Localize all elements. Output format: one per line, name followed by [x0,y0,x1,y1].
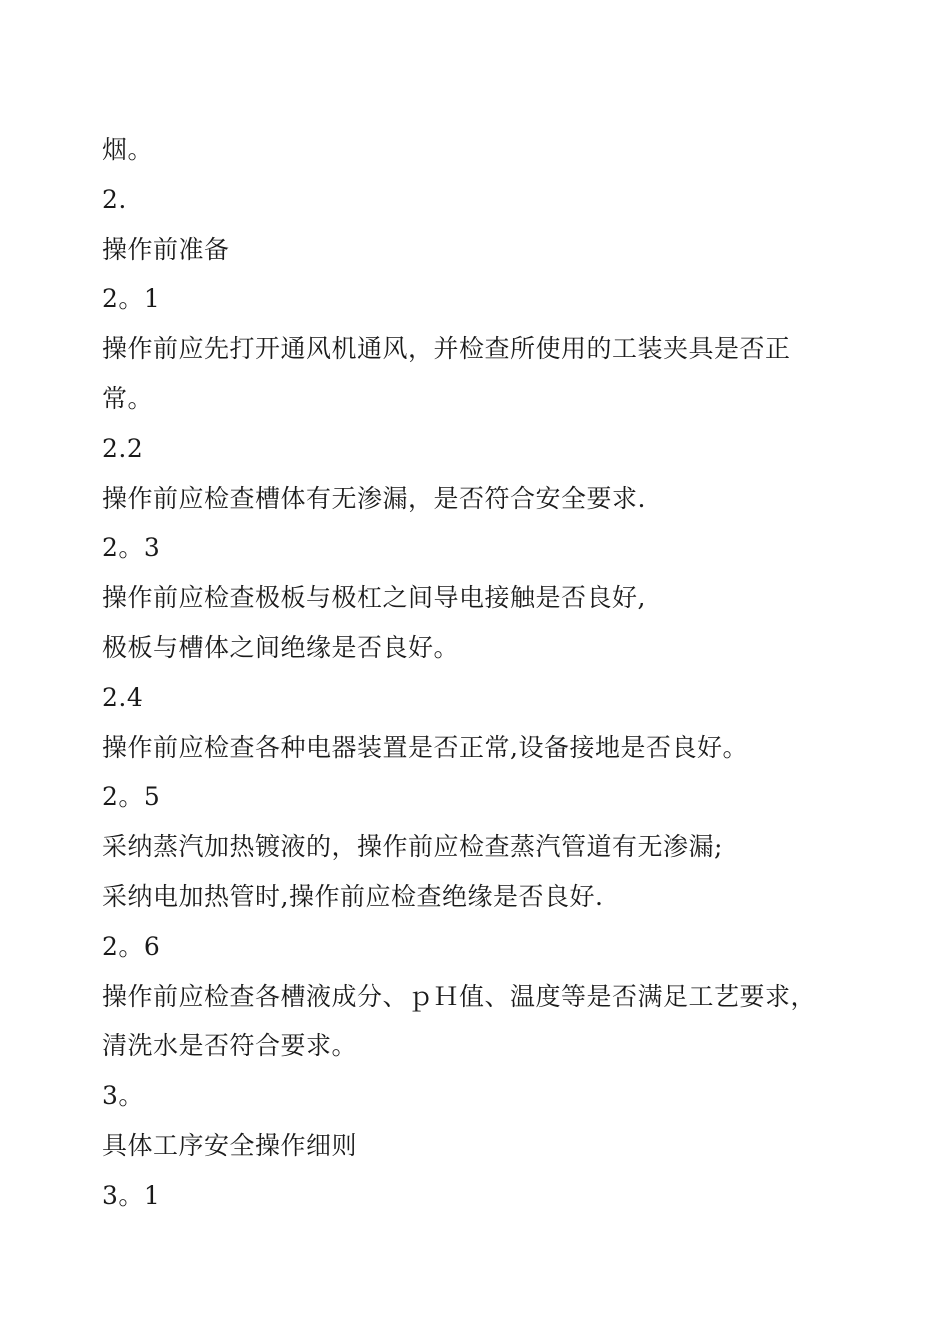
document-body [102,125,922,1221]
text-line: 常。 [102,383,154,413]
subsection-number: 2。5 [102,782,161,812]
text-line: 操作前应检查槽体有无渗漏，是否符合安全要求. [102,483,646,513]
subsection-number: 2.4 [102,682,144,712]
text-line: 采纳蒸汽加热镀液的，操作前应检查蒸汽管道有无渗漏; [102,832,723,862]
section-number: 3。 [102,1081,144,1111]
subsection-number: 2.2 [102,433,144,463]
text-line: 烟。 [102,135,154,164]
text-line: 操作前应检查极板与极杠之间导电接触是否良好, [102,583,646,613]
section-number: 2. [102,184,127,214]
subsection-number: 2。3 [102,533,161,563]
subsection-number: 3。1 [102,1180,161,1210]
text-line: 操作前应检查各槽液成分、ｐＨ值、温度等是否满足工艺要求， [102,981,817,1011]
text-line: 操作前应检查各种电器装置是否正常,设备接地是否良好。 [102,732,748,762]
text-line: 采纳电加热管时,操作前应检查绝缘是否良好. [102,881,604,911]
section-heading: 具体工序安全操作细则 [102,1130,358,1160]
text-line: 清洗水是否符合要求。 [102,1031,358,1061]
subsection-number: 2。6 [102,931,161,961]
subsection-number: 2。1 [102,284,161,314]
text-line: 极板与槽体之间绝缘是否良好。 [102,632,460,662]
text-line: 操作前应先打开通风机通风，并检查所使用的工装夹具是否正 [102,334,791,364]
section-heading: 操作前准备 [102,234,230,264]
